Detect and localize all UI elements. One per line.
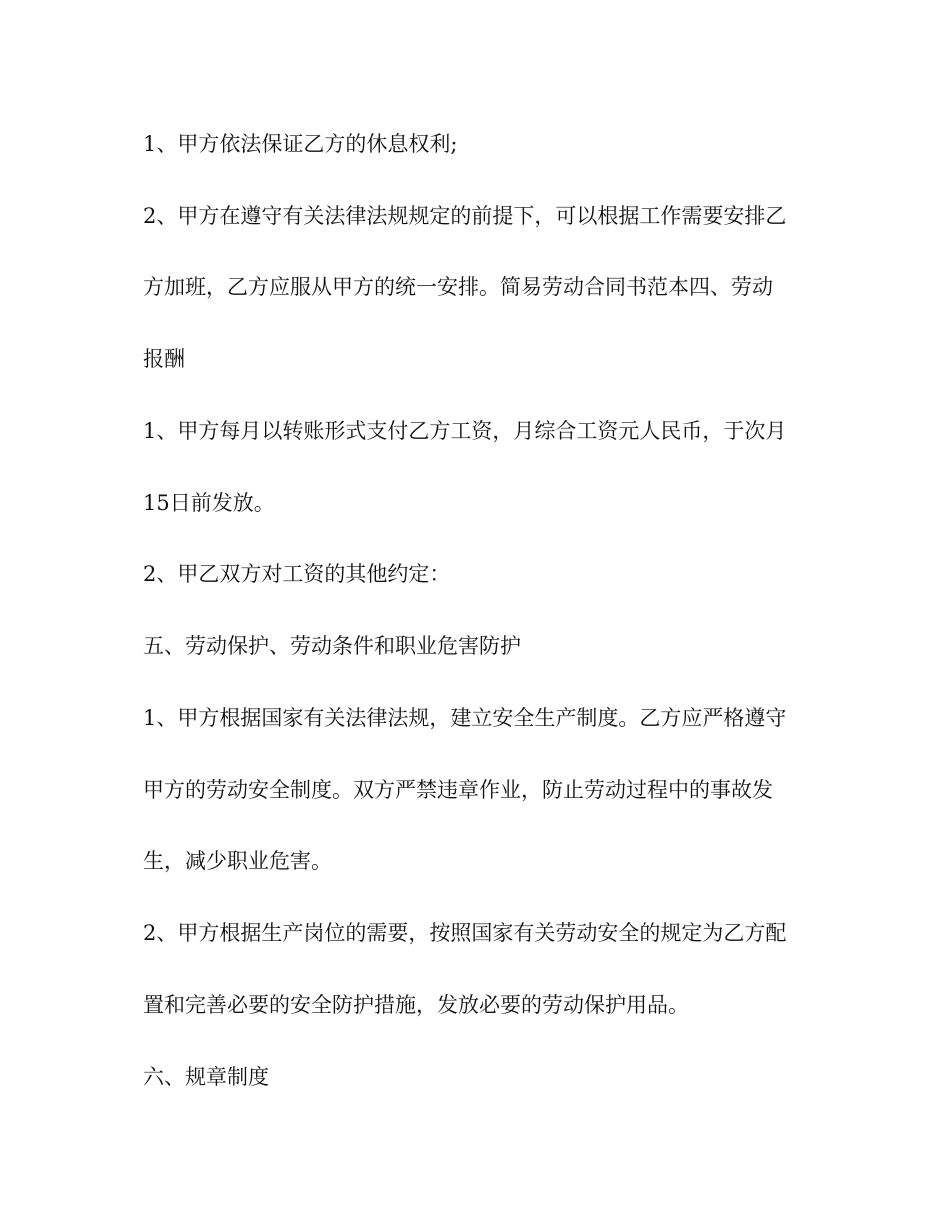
- text-line: 2、甲乙双方对工资的其他约定：: [143, 562, 451, 586]
- text-line: 方加班，乙方应服从甲方的统一安排。简易劳动合同书范本四、劳动: [143, 275, 773, 299]
- text-line: 生，减少职业危害。: [143, 849, 332, 873]
- text-line: 2、甲方根据生产岗位的需要，按照国家有关劳动安全的规定为乙方配: [143, 921, 787, 945]
- text-line: 15日前发放。: [143, 491, 275, 515]
- section-heading: 六、规章制度: [143, 1065, 269, 1089]
- text-line: 1、甲方根据国家有关法律法规，建立安全生产制度。乙方应严格遵守: [143, 706, 787, 730]
- text-line: 报酬: [143, 347, 185, 371]
- text-line: 2、甲方在遵守有关法律法规规定的前提下，可以根据工作需要安排乙: [143, 204, 787, 228]
- text-line: 1、甲方每月以转账形式支付乙方工资，月综合工资元人民币，于次月: [143, 419, 787, 443]
- text-line: 1、甲方依法保证乙方的休息权利;: [143, 132, 458, 156]
- text-line: 甲方的劳动安全制度。双方严禁违章作业，防止劳动过程中的事故发: [143, 778, 773, 802]
- section-heading: 五、劳动保护、劳动条件和职业危害防护: [143, 634, 521, 658]
- text-line: 置和完善必要的安全防护措施，发放必要的劳动保护用品。: [143, 993, 689, 1017]
